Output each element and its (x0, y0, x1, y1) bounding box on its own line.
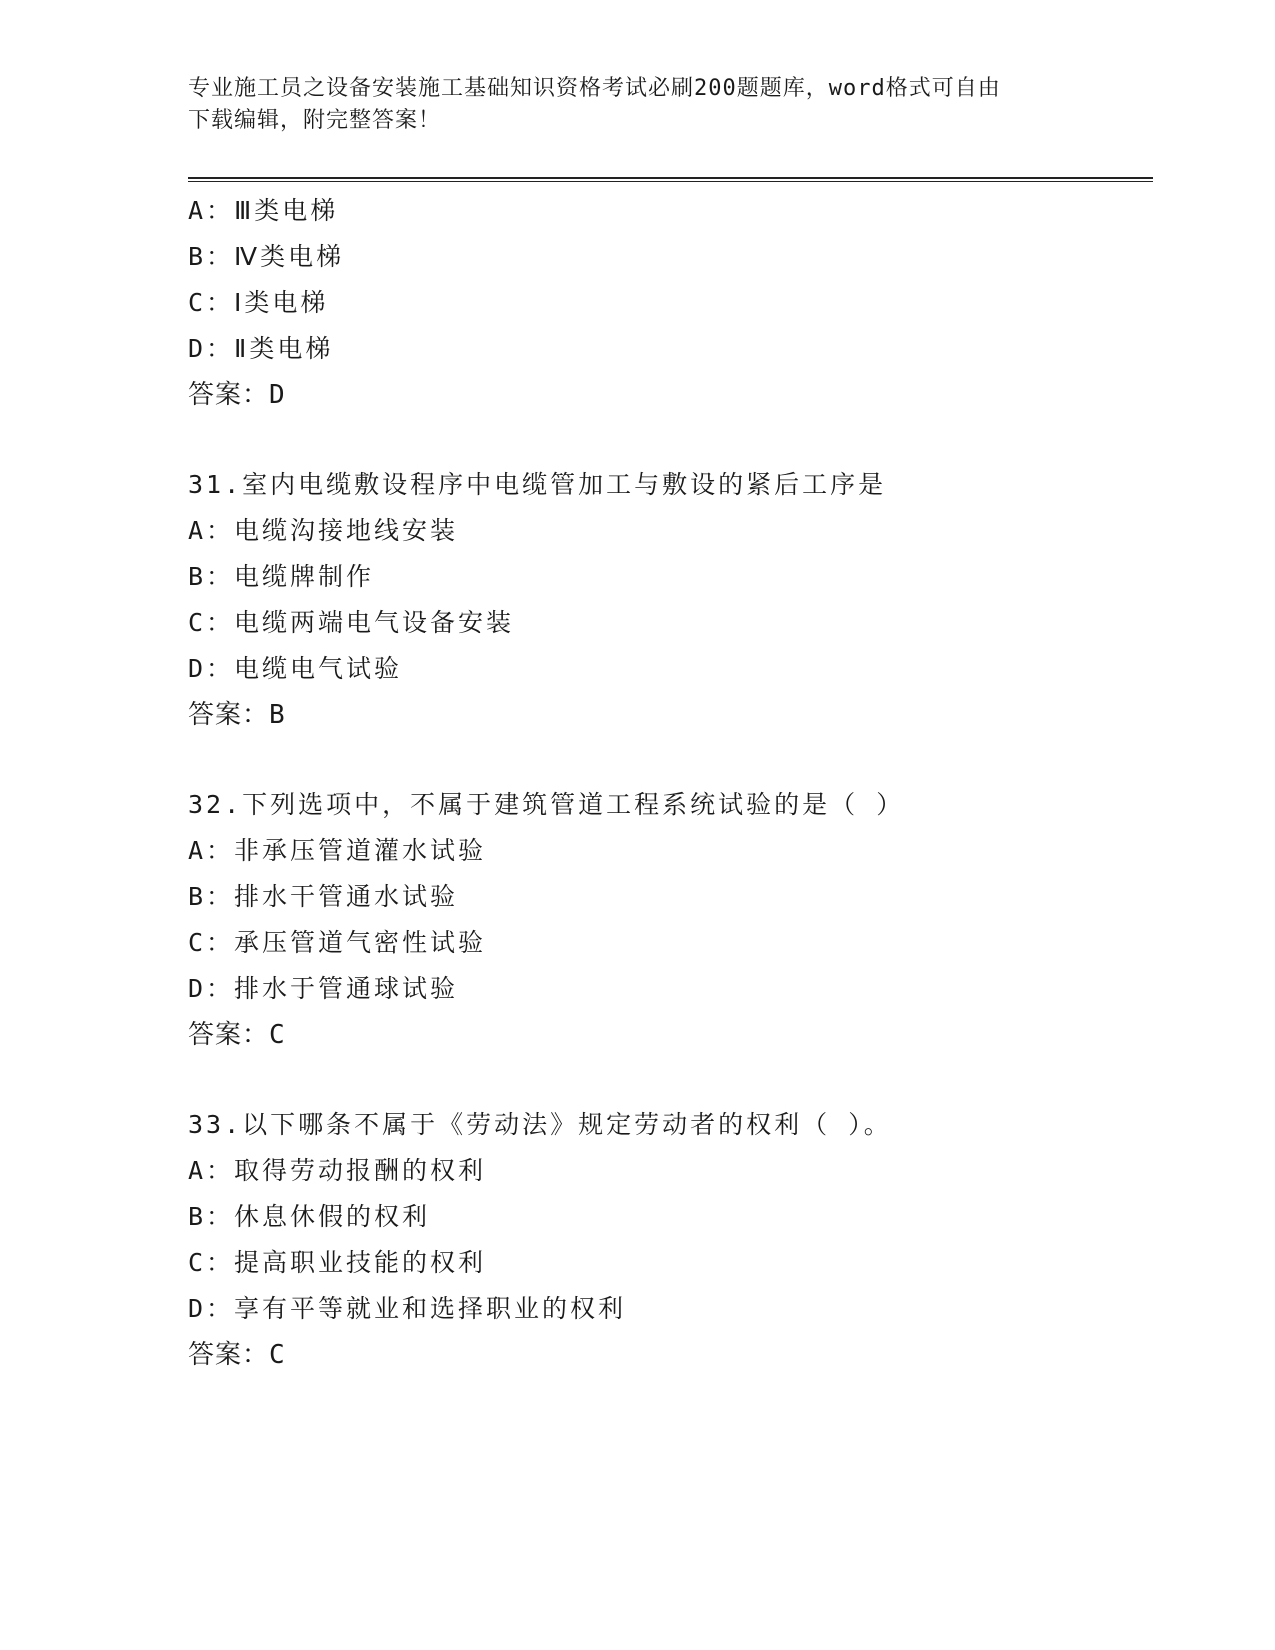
option-d: D：排水于管通球试验 (188, 974, 459, 1003)
question-33-block (188, 1102, 1148, 1378)
option-a: A：取得劳动报酬的权利 (188, 1156, 487, 1185)
question-30-block (188, 188, 1148, 418)
question-32-block (188, 782, 1148, 1058)
option-a: A：电缆沟接地线安装 (188, 516, 459, 545)
option-d: D：享有平等就业和选择职业的权利 (188, 1294, 627, 1323)
question-list (188, 188, 1148, 1378)
option-c: C：承压管道气密性试验 (188, 928, 487, 957)
question-31-block (188, 462, 1148, 738)
spacer (188, 418, 1148, 462)
header-divider (188, 177, 1153, 182)
option-a: A：Ⅲ类电梯 (188, 196, 339, 225)
header-line-1: 专业施工员之设备安装施工基础知识资格考试必刷200题题库，word格式可自由 (188, 76, 1001, 101)
option-d: D：电缆电气试验 (188, 654, 403, 683)
option-c: C：Ⅰ类电梯 (188, 288, 329, 317)
option-b: B：电缆牌制作 (188, 562, 375, 591)
question-text: 33.以下哪条不属于《劳动法》规定劳动者的权利（ ）。 (188, 1110, 892, 1139)
spacer (188, 738, 1148, 782)
answer-line: 答案：C (188, 1020, 286, 1050)
question-text: 32.下列选项中，不属于建筑管道工程系统试验的是（ ） (188, 790, 905, 819)
header-line-2: 下载编辑，附完整答案！ (188, 108, 442, 133)
option-b: B：休息休假的权利 (188, 1202, 431, 1231)
option-d: D：Ⅱ类电梯 (188, 334, 334, 363)
answer-line: 答案：B (188, 700, 286, 730)
option-b: B：排水干管通水试验 (188, 882, 459, 911)
answer-line: 答案：C (188, 1340, 286, 1370)
document-header (188, 73, 1078, 137)
spacer (188, 1058, 1148, 1102)
answer-line: 答案：D (188, 380, 286, 410)
option-c: C：提高职业技能的权利 (188, 1248, 487, 1277)
option-b: B：Ⅳ类电梯 (188, 242, 345, 271)
option-a: A：非承压管道灌水试验 (188, 836, 487, 865)
question-text: 31.室内电缆敷设程序中电缆管加工与敷设的紧后工序是 (188, 470, 887, 499)
option-c: C：电缆两端电气设备安装 (188, 608, 515, 637)
